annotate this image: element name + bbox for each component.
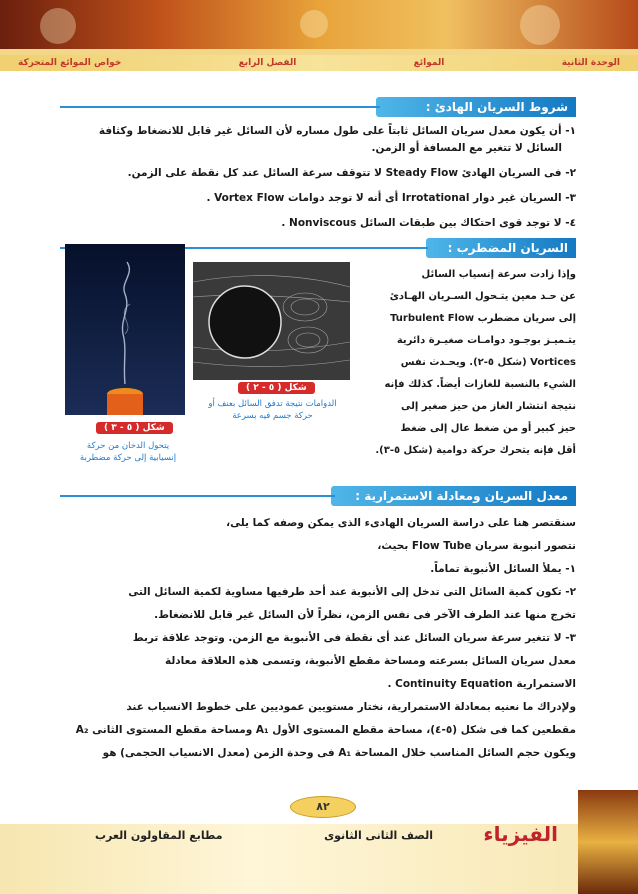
figure-5-2-tag: شكل ( ٥ - ٢ ) [238,382,315,394]
text-line: تخرج منها عند الطرف الآخر فى نفس الزمن، نظراً لأن السائل غير قابل للانضغاط. [154,609,576,621]
text-line: الشيء بالنسبة للغازات أيضاً. كذلك فإنه [384,379,576,390]
figure-5-2-caption [190,398,355,422]
footer-ornament [578,790,638,894]
vortex-photo [193,262,350,380]
grade-label: الصف الثانى الثانوى [324,829,433,842]
breadcrumb-topic: الموائع [413,58,445,68]
section-heading-text: السريان المضطرب : [447,241,568,255]
text-line: ٢- تكون كمية السائل التى تدخل إلى الأنبوبة عند أحد طرفيها مساوية لكمية السائل التى [128,586,576,598]
publisher-label: مطابع المقاولون العرب [95,829,223,842]
text-line: ولإدراك ما نعنيه بمعادلة الاستمرارية، نختار مستويين عموديين على خطوط الانسياب عند [126,701,576,713]
text-line: الاستمرارية Continuity Equation . [387,678,576,690]
caption-line: الدوامات نتيجة تدفق السائل بعنف أو [208,399,337,409]
caption-line: حركة جسم فيه بسرعة [232,411,313,421]
section-heading-turbulent-flow [426,238,576,258]
list-item: السائل لا تتغير مع المسافة أو الزمن. [371,142,562,154]
text-line: ويكون حجم السائل المناسب خلال المساحة A₁ فى وحدة الزمن (معدل الانسياب الحجمى) هو [102,747,576,759]
text-line: مقطعين كما فى شكل (٥-٤)، مساحة مقطع المستوى الأول A₁ ومساحة مقطع المستوى الثانى A₂ [75,724,576,736]
text-line: سنقتصر هنا على دراسة السريان الهادىء الذى يمكن وصفه كما يلى، [226,517,576,529]
banner-ornament [40,8,76,44]
figure-5-3-tag: شكل ( ٥ - ٣ ) [96,422,173,434]
figure-5-3-caption [58,440,198,464]
continuity-text [56,512,576,765]
breadcrumb-chapter: الفصل الرابع [238,58,297,68]
section-heading-continuity [331,486,576,506]
section-rule [60,106,380,108]
steady-flow-list [56,123,576,232]
smoke-photo [65,244,185,415]
text-line: ٣- لا تتغير سرعة سريان السائل عند أى نقطة فى الأنبوبة مع الزمن. وتوجد علاقة تربط [132,632,576,644]
text-line: معدل سريان السائل بسرعته ومساحة مقطع الأنبوبة، وتسمى هذه العلاقة معادلة [164,655,576,667]
text-line: ١- يملأ السائل الأنبوبة تماماً. [430,563,576,575]
caption-line: يتحول الدخان من حركة [86,441,170,451]
breadcrumb-unit: الوحدة الثانية [561,58,620,68]
list-item: ٢- فى السريان الهادئ Steady Flow لا تتوقف سرعة السائل عند كل نقطة على الزمن. [127,167,576,179]
caption-line: إنسيابية إلى حركة مضطربة [79,453,177,463]
text-line: أقل فإنه يتحرك حركة دوامية (شكل ٥-٣). [375,445,576,456]
text-line: حيز كبير أو من ضغط عال إلى ضغط [400,423,576,434]
text-line: عن حـد معين يتـحول السـريان الهـادئ [389,291,576,302]
breadcrumb [0,55,638,71]
text-line: إلى سريان مضطرب Turbulent Flow [390,313,576,324]
text-line: وإذا زادت سرعة إنسياب السائل [421,269,576,280]
subject-logo: الفيزياء [483,822,558,846]
page-number: ٨٢ [290,796,356,818]
header-banner [0,0,638,55]
text-line: نتيجة انتشار الغاز من حيز صغير إلى [401,401,576,412]
list-item: ١- أن يكون معدل سريان السائل ثابتاً على طول مساره لأن السائل غير قابل للانضغاط وكثافة [98,125,576,137]
banner-ornament [300,10,328,38]
text-line: نتصور انبوبة سريان Flow Tube بحيث، [377,540,576,552]
smoke-illustration [65,244,185,415]
section-heading-steady-flow [376,97,576,117]
text-line: Vortices (شكل ٥-٢). ويحـدث نفس [400,357,576,368]
list-item: ٣- السريان غير دوار Irrotational أى أنه لا توجد دوامات Vortex Flow . [206,192,576,204]
section-rule [60,495,335,497]
breadcrumb-subtopic: خواص الموائع المتحركة [18,58,122,68]
section-heading-text: معدل السريان ومعادلة الاستمرارية : [355,489,568,503]
turbulent-flow-text [354,264,576,462]
banner-ornament [520,5,560,45]
vortex-illustration [193,262,350,380]
section-heading-text: شروط السريان الهادئ : [425,100,568,114]
text-line: يتـميـز بوجـود دوامـات صغيـرة دائرية [396,335,576,346]
list-item: ٤- لا توجد قوى احتكاك بين طبقات السائل Nonviscous . [281,217,576,229]
